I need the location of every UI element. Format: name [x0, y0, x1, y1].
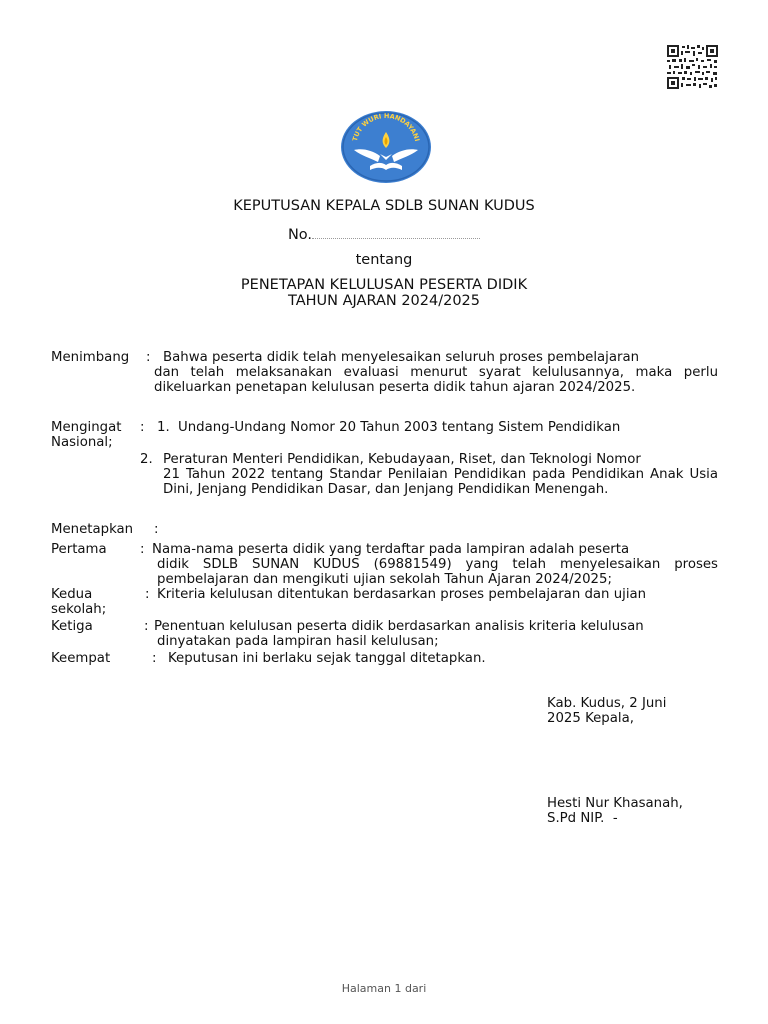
- signatory-nip: S.Pd NIP. -: [547, 811, 618, 827]
- decree-number: [0, 226, 768, 243]
- document-subtitle: [0, 277, 768, 309]
- mengingat-item-1-text: Undang-Undang Nomor 20 Tahun 2003 tentang Sistem Pendidikan: [178, 420, 621, 435]
- menimbang-text: dan telah melaksanakan evaluasi menurut syarat kelulusannya, maka perlu dikeluarkan penetapan kelulusan peserta didik tahun ajaran 2024/2025.: [154, 365, 718, 396]
- keempat-text: Keputusan ini berlaku sejak tanggal ditetapkan.: [168, 651, 486, 666]
- pertama-text: didik SDLB SUNAN KUDUS (69881549) yang telah menyelesaikan proses pembelajaran dan mengikuti ujian sekolah Tahun Ajaran 2024/2025;: [157, 557, 718, 588]
- pertama-text-line-1: Nama-nama peserta didik yang terdaftar pada lampiran adalah peserta: [152, 542, 630, 557]
- subtitle-line-2: TAHUN AJARAN 2024/2025: [287, 293, 481, 309]
- mengingat-item-1-number: 1.: [157, 420, 170, 435]
- signatory: [547, 796, 683, 826]
- kedua-label: Kedua: [51, 587, 93, 602]
- kedua-text: Kriteria kelulusan ditentukan berdasarkan proses pembelajaran dan ujian: [157, 587, 647, 602]
- document-title: KEPUTUSAN KEPALA SDLB SUNAN KUDUS: [233, 198, 535, 214]
- ketiga-text: Penentuan kelulusan peserta didik berdasarkan analisis kriteria kelulusan: [154, 619, 644, 634]
- mengingat-item-2-text-line-1: Peraturan Menteri Pendidikan, Kebudayaan, Riset, dan Teknologi Nomor: [163, 452, 641, 467]
- menetapkan-separator: :: [154, 522, 159, 537]
- ketiga-label: Ketiga: [51, 619, 93, 634]
- number-label: No.: [287, 227, 313, 243]
- pertama-label: Pertama: [51, 542, 107, 557]
- kedua-text-continuation: sekolah;: [51, 602, 107, 617]
- qr-code: [667, 45, 718, 89]
- ketiga-separator: :: [144, 619, 149, 634]
- menimbang-label: Menimbang: [51, 350, 130, 365]
- subtitle-line-1: PENETAPAN KELULUSAN PESERTA DIDIK: [240, 277, 528, 293]
- signature-place-date-line-2: 2025 Kepala,: [547, 711, 634, 727]
- mengingat-item-2-text: 21 Tahun 2022 tentang Standar Penilaian Pendidikan pada Pendidikan Anak Usia Dini, Jenjang Pendidikan Dasar, dan Jenjang Pendidikan Menengah.: [163, 467, 718, 498]
- about-label: tentang: [355, 252, 413, 268]
- menimbang-separator: :: [146, 350, 151, 365]
- number-blank: [312, 226, 480, 239]
- keempat-separator: :: [152, 651, 157, 666]
- signatory-name: Hesti Nur Khasanah,: [547, 796, 683, 811]
- mengingat-label: Mengingat: [51, 420, 122, 435]
- mengingat-item-1-continuation: Nasional;: [51, 435, 113, 450]
- signature-place-date-line-1: Kab. Kudus, 2 Juni: [547, 696, 667, 711]
- menimbang-text-line-1: Bahwa peserta didik telah menyelesaikan seluruh proses pembelajaran: [163, 350, 640, 365]
- svg-text:TUT WURI HANDAYANI: TUT WURI HANDAYANI: [350, 111, 422, 143]
- pertama-separator: :: [140, 542, 145, 557]
- tut-wuri-handayani-logo: [340, 110, 432, 184]
- ketiga-text-continuation: dinyatakan pada lampiran hasil kelulusan;: [157, 634, 439, 649]
- signature-place-date: [547, 696, 666, 726]
- mengingat-item-2-number: 2.: [140, 452, 153, 467]
- mengingat-separator: :: [140, 420, 145, 435]
- page-footer: Halaman 1 dari: [341, 982, 427, 995]
- menetapkan-label: Menetapkan: [51, 522, 134, 537]
- keempat-label: Keempat: [51, 651, 111, 666]
- kedua-separator: :: [145, 587, 150, 602]
